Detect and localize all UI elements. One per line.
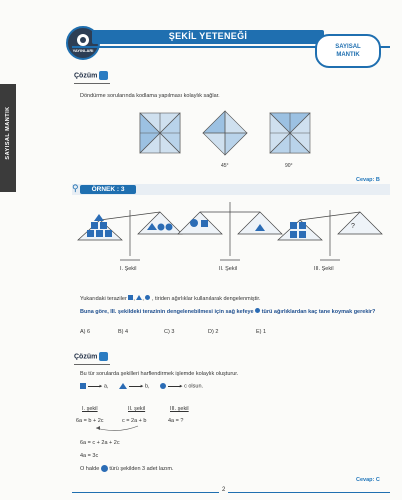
option-b[interactable]: B) 4 bbox=[118, 329, 129, 335]
solution2-answer: Cevap: C bbox=[356, 477, 380, 483]
shape-mapping: ▸ a, ▸ b, ▸ c olsun. bbox=[80, 383, 203, 389]
arrow-icon bbox=[88, 386, 100, 387]
scale-label-1: I. Şekil bbox=[120, 266, 137, 272]
example-text-part1: Yukarıdaki teraziler bbox=[80, 296, 127, 302]
col-head-1: I. şekil bbox=[82, 406, 98, 412]
question-mark: ? bbox=[351, 223, 355, 230]
solution1-intro: Döndürme sorularında kodlama yapılması kolaylık sağlar. bbox=[80, 93, 220, 99]
solution2-underline bbox=[74, 364, 110, 365]
line3-part2: türü şekilden 3 adet lazım. bbox=[109, 465, 174, 472]
example-text-part2: , tiriden ağırlıklar kullanılarak dengelenmiştir. bbox=[151, 296, 261, 302]
example-question bbox=[80, 308, 375, 315]
example-label: ÖRNEK : 3 bbox=[80, 185, 136, 194]
square-icon bbox=[80, 383, 86, 389]
solution2-line1: 6a = c + 2a + 2c bbox=[80, 440, 120, 446]
solution1-underline bbox=[74, 83, 110, 84]
map-a: a, bbox=[103, 383, 109, 390]
triangle-icon bbox=[136, 295, 142, 300]
solution2-intro: Bu tür sorularda şekilleri harflendirmek işlemde kolaylık oluşturur. bbox=[80, 371, 239, 377]
map-b: b, bbox=[144, 383, 150, 390]
arrow-icon bbox=[129, 386, 141, 387]
circle-icon bbox=[101, 465, 108, 472]
logo-text: YAYINLARI bbox=[72, 48, 94, 53]
pencil-icon bbox=[99, 352, 108, 361]
circle-icon bbox=[160, 383, 166, 389]
solution1-answer: Cevap: B bbox=[356, 177, 380, 183]
logo-mark-icon bbox=[77, 34, 89, 46]
page-number: 2 bbox=[219, 487, 228, 493]
map-c: c olsun. bbox=[184, 383, 204, 390]
example-question-part2: türü ağırlıklardan kaç tane koymak gerekir? bbox=[261, 309, 376, 315]
line3-part1: O halde bbox=[80, 465, 100, 472]
arrow-icon bbox=[168, 386, 180, 387]
option-e[interactable]: E) 1 bbox=[256, 329, 267, 335]
circle-icon bbox=[145, 295, 150, 300]
side-tab-label: SAYISAL MANTIK bbox=[5, 106, 11, 160]
square-icon bbox=[128, 295, 133, 300]
side-tab bbox=[0, 84, 16, 192]
angle-label-1: 45° bbox=[221, 163, 229, 169]
scale-label-3: III. Şekil bbox=[314, 266, 334, 272]
col-eq-2: c = 2a + b bbox=[122, 418, 147, 424]
rotation-figures bbox=[130, 103, 330, 171]
solution2-line3 bbox=[80, 465, 174, 472]
example-question-part1: Buna göre, III. şekildeki terazinin dengelenebilmesi için sağ kefeye bbox=[80, 309, 254, 315]
scale-1 bbox=[78, 210, 182, 260]
figure-2 bbox=[203, 111, 247, 155]
subject-badge bbox=[315, 34, 381, 68]
option-d[interactable]: D) 2 bbox=[208, 329, 219, 335]
col-eq-1: 6a = b + 2c bbox=[76, 418, 104, 424]
figure-1 bbox=[140, 113, 180, 153]
scale-label-2: II. Şekil bbox=[219, 266, 238, 272]
option-c[interactable]: C) 3 bbox=[164, 329, 175, 335]
footer-line bbox=[72, 492, 390, 493]
balance-scales bbox=[72, 198, 390, 272]
example-text: Yukarıdaki teraziler , , , tiriden ağırlıklar kullanılarak dengelenmiştir. bbox=[80, 296, 261, 302]
option-a[interactable]: A) 6 bbox=[80, 329, 91, 335]
scale-3 bbox=[278, 210, 382, 260]
angle-label-2: 90° bbox=[285, 163, 293, 169]
solution2-heading bbox=[74, 352, 108, 361]
solution1-label: Çözüm bbox=[74, 72, 98, 80]
solution2-line2: 4a = 3c bbox=[80, 453, 99, 459]
magnifier-icon: ⚲ bbox=[72, 183, 79, 193]
col-eq-3: 4a = ? bbox=[168, 418, 184, 424]
solution1-heading bbox=[74, 71, 108, 80]
col-head-3: III. şekil bbox=[170, 406, 189, 412]
circle-icon bbox=[255, 308, 260, 313]
page-title: ŞEKİL YETENEĞİ bbox=[168, 31, 248, 41]
solution2-label: Çözüm bbox=[74, 353, 98, 361]
substitution-arrow bbox=[88, 425, 148, 435]
figure-3 bbox=[270, 113, 310, 153]
col-head-2: II. şekil bbox=[128, 406, 146, 412]
pencil-icon bbox=[99, 71, 108, 80]
badge-line2: MANTIK bbox=[336, 52, 360, 58]
scale-2 bbox=[178, 202, 282, 260]
triangle-icon bbox=[119, 383, 127, 389]
badge-line1: SAYISAL bbox=[335, 44, 361, 50]
